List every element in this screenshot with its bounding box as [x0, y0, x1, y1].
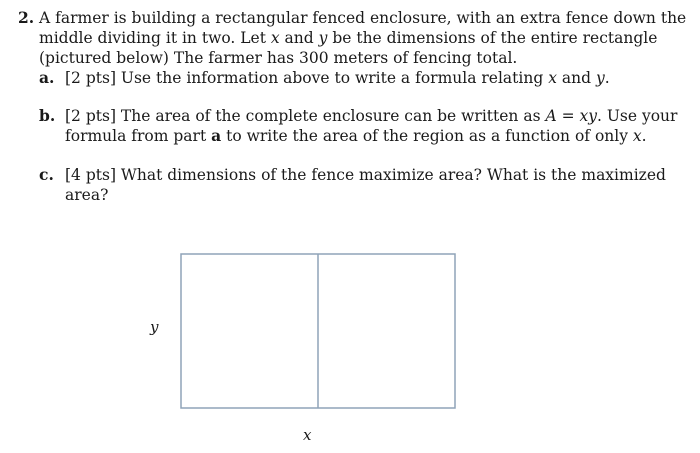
part-b-part-ref: a [211, 126, 222, 145]
part-b-var-x: x [632, 127, 642, 145]
part-b-text-4: . [641, 127, 647, 145]
problem-number: 2. [18, 8, 35, 27]
intro-var-y: y [318, 29, 328, 47]
intro-var-x: x [270, 29, 280, 47]
part-b-formula: A = xy [545, 107, 597, 125]
part-a-text-3: . [604, 69, 610, 87]
part-c-text: [4 pts] What dimensions of the fence maximize area? What is the maximized area? [65, 166, 666, 204]
part-a-letter: a. [39, 68, 55, 87]
part-a-text-1: [2 pts] Use the information above to write a formula relating [65, 69, 549, 87]
part-b-text-3: to write the area of the region as a function of only [221, 127, 633, 145]
part-a-var-x: x [548, 69, 557, 87]
part-a-text-2: and [556, 69, 596, 87]
part-b-text-1: [2 pts] The area of the complete enclosure can be written as [65, 107, 546, 125]
intro-text-1: A farmer is building a rectangular fenced enclosure, with an extra fence down the middle dividing it in two. Let [39, 9, 687, 47]
intro-text-3: be the dimensions of the entire rectangle (pictured below) The farmer has 300 meters of fencing total. [39, 29, 658, 67]
part-a-var-y: y [595, 69, 605, 87]
dimension-label-y: y [150, 318, 159, 336]
part-c-letter: c. [39, 165, 54, 184]
part-b-letter: b. [39, 106, 56, 125]
part-b-text-2: . Use your formula from part [65, 107, 678, 145]
dimension-label-x: x [303, 426, 312, 444]
intro-text-2: and [279, 29, 319, 47]
